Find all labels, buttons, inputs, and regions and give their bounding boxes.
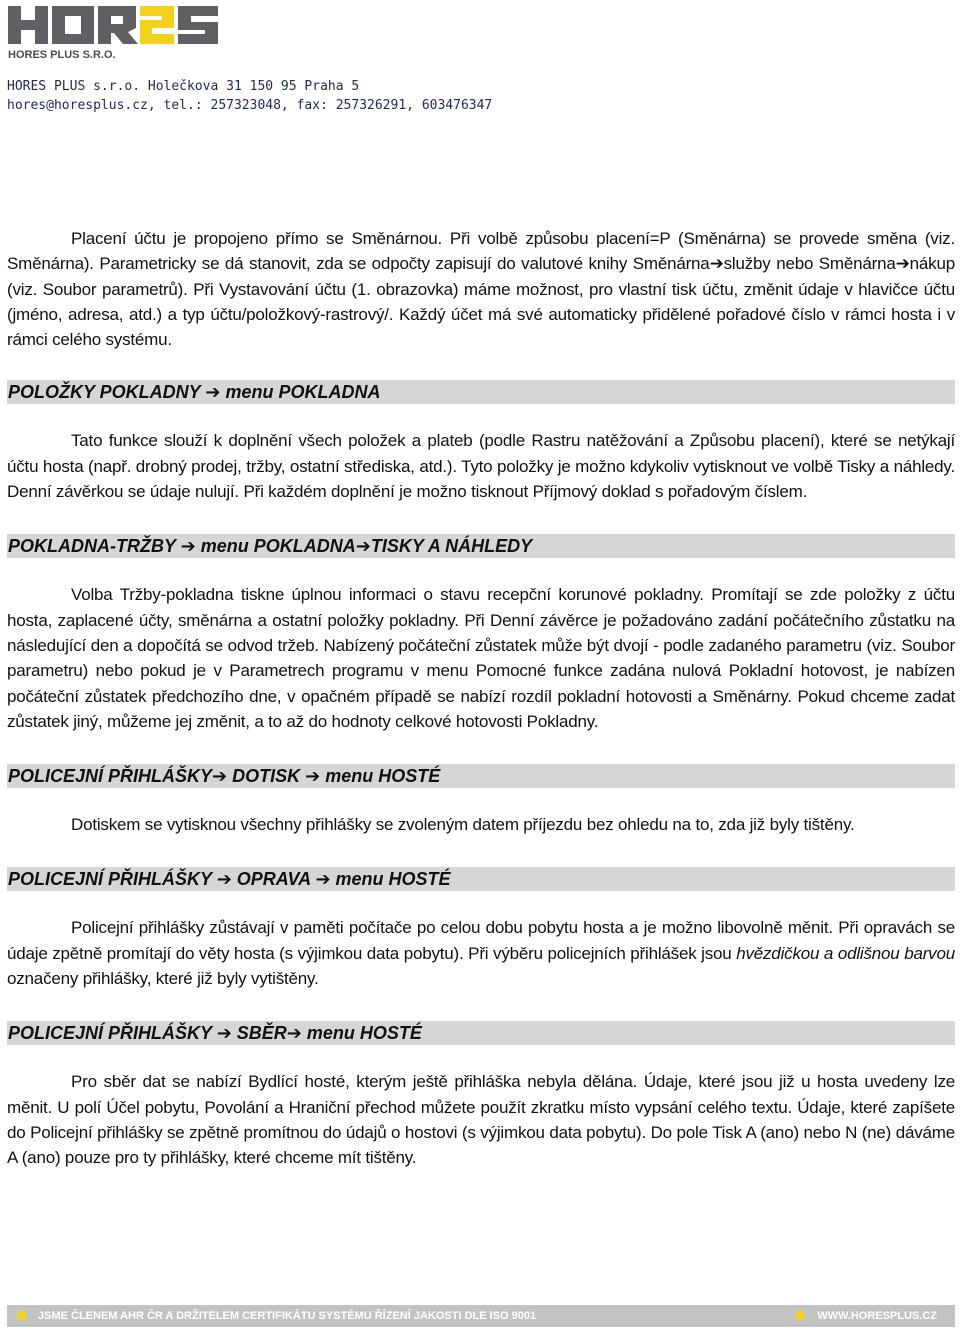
oprava-text-start: Policejní přihlášky zůstávají v paměti počítače po celou dobu pobytu hosta a je možno libovolně měnit. Při opravách se údaje zpětně promítají do věty hosta (s výjimkou data pobytu). Při výběru policejních přihlášek jsou bbox=[7, 918, 955, 963]
footer-website-link[interactable]: WWW.HORESPLUS.CZ bbox=[817, 1310, 937, 1322]
intro-paragraph: Placení účtu je propojeno přímo se Směnárnou. Při volbě způsobu placení=P (Směnárna) se provede směna (viz. Směnárna). Parametricky se dá stanovit, zda se odpočty zapisují do valutové knihy Směnárna➔služby nebo Směnárna➔nákup (viz. Soubor parametrů). Při Vystavování účtu (1. obrazovka) máme možnost, pro vlastní tisk účtu, změnit údaje v hlavičce účtu (jméno, adresa, atd.) a typ účtu/položkový-rastrový/. Každý účet má své automaticky přidělené pořadové číslo v rámci hosta i v rámci celého systému. bbox=[7, 229, 955, 350]
oprava-text-emphasis: hvězdičkou a odlišnou barvou bbox=[736, 943, 955, 963]
company-address: HORES PLUS s.r.o. Holečkova 31 150 95 Praha 5 bbox=[7, 79, 360, 94]
section-text-pokladna-trzby: Volba Tržby-pokladna tiskne úplnou informaci o stavu recepční korunové pokladny. Promítají se zde položky z účtu hosta, zaplacené účty, směnárna a ostatní položky pokladny. Při Denní závěrce je požadováno zadání počátečního zůstatku na následující den a dopočítá se odvod tržeb. Nabízený počáteční zůstatek může být dvojí - podle zadaného parametru (viz. Soubor parametru) nebo pokud je v Parametrech programu v menu Pomocné funkce zadána nulová Pokladní hotovost, je nabízen počáteční zůstatek předchozího dne, v opačném případě se nabízí rozdíl pokladní hotovosti a Směnárny. Pokud chceme zadat zůstatek jiný, můžeme jej změnit, a to až do hodnoty celkové hotovosti Pokladny. bbox=[7, 585, 955, 731]
section-heading-oprava: POLICEJNÍ PŘIHLÁŠKY ➔ OPRAVA ➔ menu HOSTÉ bbox=[7, 867, 955, 891]
section-heading-polozky-pokladny: POLOŽKY POKLADNY ➔ menu POKLADNA bbox=[7, 380, 955, 404]
section-heading-sber: POLICEJNÍ PŘIHLÁŠKY ➔ SBĚR➔ menu HOSTÉ bbox=[7, 1021, 955, 1045]
footer-certificate-text: JSME ČLENEM AHR ČR A DRŽITELEM CERTIFIKÁTU SYSTÉMU ŘÍZENÍ JAKOSTI DLE ISO 9001 bbox=[38, 1310, 537, 1322]
logo-caption: HORES PLUS S.R.O. bbox=[8, 49, 116, 61]
section-text-dotisk: Dotiskem se vytisknou všechny přihlášky se zvoleným datem příjezdu bez ohledu na to, zda již byly tištěny. bbox=[71, 815, 855, 835]
section-heading-pokladna-trzby: POKLADNA-TRŽBY ➔ menu POKLADNA➔TISKY A NÁHLEDY bbox=[7, 534, 955, 558]
footer-band bbox=[7, 1305, 955, 1327]
section-text-polozky-pokladny: Tato funkce slouží k doplnění všech položek a plateb (podle Rastru natěžování a Způsobu placení), které se netýkají účtu hosta (např. drobný prodej, tržby, ostatní střediska, atd.). Tyto položky je možno kdykoliv vytisknout ve volbě Tisky a náhledy. Denní závěrkou se údaje nulují. Při každém doplnění je možno tisknout Příjmový doklad s pořadovým číslem. bbox=[7, 431, 955, 502]
footer-square-icon bbox=[795, 1311, 804, 1320]
section-text-oprava bbox=[7, 915, 955, 991]
section-heading-dotisk: POLICEJNÍ PŘIHLÁŠKY➔ DOTISK ➔ menu HOSTÉ bbox=[7, 764, 955, 788]
company-logo bbox=[6, 4, 220, 62]
hores-logo-mark bbox=[6, 4, 220, 62]
company-info bbox=[7, 77, 492, 115]
document-body bbox=[7, 226, 955, 1201]
section-text-sber: Pro sběr dat se nabízí Bydlící hosté, kterým ještě přihláška nebyla dělána. Údaje, které jsou již u hosta uvedeny lze měnit. U polí Účel pobytu, Povolání a Hraniční přechod můžete použít zkratku místo vypsání celého textu. Údaje, které zapíšete do Policejní přihlášky se zpětně promítnou do údajů o hostovi (s výjimkou data pobytu). Do pole Tisk A (ano) nebo N (ne) dáváme A (ano) pouze pro ty přihlášky, které chceme mít tištěny. bbox=[7, 1072, 955, 1168]
oprava-text-end: označeny přihlášky, které již byly vytištěny. bbox=[7, 969, 319, 989]
company-contacts: hores@horesplus.cz, tel.: 257323048, fax: 257326291, 603476347 bbox=[7, 98, 493, 113]
footer-square-icon bbox=[17, 1311, 26, 1320]
